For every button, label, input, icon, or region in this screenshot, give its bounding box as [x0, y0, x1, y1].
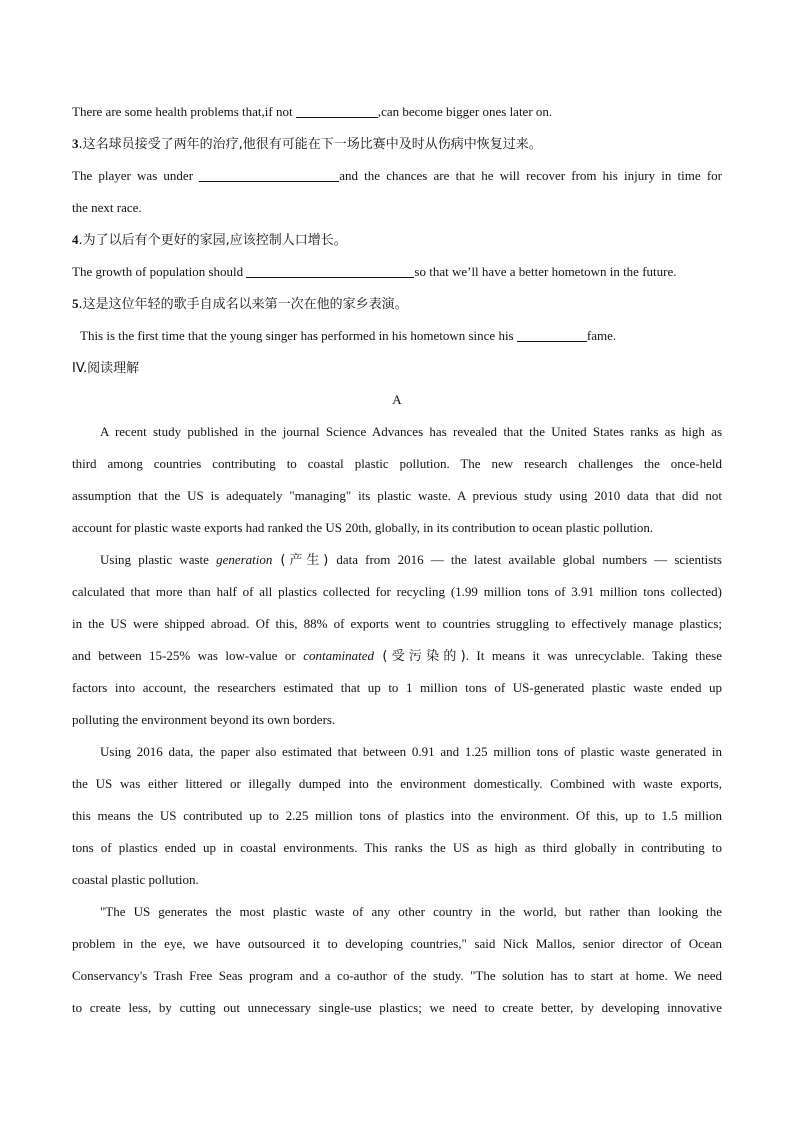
section-title-text: IV.阅读理解	[72, 361, 140, 376]
exercise-text: This is the first time that the young singer has performed in his hometown since his	[80, 328, 517, 343]
chinese-sentence: .这名球员接受了两年的治疗,他很有可能在下一场比赛中及时从伤病中恢复过来。	[78, 137, 542, 152]
document-page	[72, 96, 722, 1024]
paragraph-line: "The US generates the most plastic waste of any other country in the world, but rather than looking the	[100, 904, 722, 919]
paragraph-line: polluting the environment beyond its own borders.	[72, 712, 336, 727]
chinese-gloss: (产生)	[272, 553, 337, 568]
paragraph-2	[72, 544, 722, 736]
paragraph-line: factors into account, the researchers estimated that up to 1 million tons of US-generated plastic waste ended up	[72, 680, 722, 695]
paragraph-line: third among countries contributing to coastal plastic pollution. The new research challenges the once-held	[72, 456, 722, 471]
paragraph-line: account for plastic waste exports had ranked the US 20th, globally, in its contribution to ocean plastic pollution.	[72, 520, 654, 535]
passage-label-text: A	[392, 392, 402, 407]
paragraph-4	[72, 896, 722, 1024]
paragraph-line: Using 2016 data, the paper also estimated that between 0.91 and 1.25 million tons of plastic waste generated in	[100, 744, 722, 759]
exercise-text: ,can become bigger ones later on.	[377, 104, 553, 119]
exercise-line-1	[72, 96, 722, 128]
question-4-english	[72, 256, 722, 288]
question-3-english-cont	[72, 192, 722, 224]
question-5-english	[72, 320, 722, 352]
question-4-prompt	[72, 224, 722, 256]
paragraph-line: coastal plastic pollution.	[72, 872, 199, 887]
exercise-text: and the chances are that he will recover from his injury in time for	[339, 168, 722, 183]
paragraph-line: this means the US contributed up to 2.25 million tons of plastics into the environment. Of this, up to 1.5 million	[72, 808, 722, 823]
question-number: 3	[72, 136, 79, 151]
exercise-text: fame.	[586, 328, 617, 343]
paragraph-line: Conservancy's Trash Free Seas program and a co-author of the study. "The solution has to start at home. We need	[72, 968, 722, 983]
glossed-term: generation	[216, 552, 273, 567]
answer-blank[interactable]	[246, 264, 414, 278]
question-number: 4	[72, 232, 79, 247]
paragraph-text: and between 15-25% was low-value or	[72, 648, 304, 663]
chinese-sentence: .这是这位年轻的歌手自成名以来第一次在他的家乡表演。	[78, 297, 408, 312]
question-3-prompt	[72, 128, 722, 160]
exercise-text: The growth of population should	[72, 264, 247, 279]
exercise-text: There are some health problems that,if not	[72, 104, 296, 119]
question-5-prompt	[72, 288, 722, 320]
paragraph-text: data from 2016 — the latest available global numbers — scientists	[336, 552, 722, 567]
paragraph-line: to create less, by cutting out unnecessary single-use plastics; we need to create better, by developing innovative	[72, 1000, 722, 1015]
paragraph-line: A recent study published in the journal Science Advances has revealed that the United States ranks as high as	[100, 424, 722, 439]
chinese-sentence: .为了以后有个更好的家园,应该控制人口增长。	[78, 233, 347, 248]
question-number: 5	[72, 296, 79, 311]
section-title	[72, 352, 722, 384]
paragraph-line: calculated that more than half of all plastics collected for recycling (1.99 million tons of 3.91 million tons collected)	[72, 584, 722, 599]
paragraph-3	[72, 736, 722, 896]
paragraph-line: problem in the eye, we have outsourced it to developing countries," said Nick Mallos, senior director of Ocean	[72, 936, 722, 951]
answer-blank[interactable]	[296, 104, 378, 118]
passage-label	[72, 384, 722, 416]
paragraph-line	[72, 640, 722, 672]
paragraph-1	[72, 416, 722, 544]
glossed-term: contaminated	[303, 648, 374, 663]
paragraph-text: Using plastic waste	[100, 552, 217, 567]
paragraph-line: in the US were shipped abroad. Of this, 88% of exports went to countries struggling to effectively manage plastics;	[72, 616, 722, 631]
chinese-gloss: (受污染的)	[373, 649, 466, 664]
answer-blank[interactable]	[199, 168, 339, 182]
exercise-text: so that we’ll have a better hometown in the future.	[414, 264, 677, 279]
paragraph-line: assumption that the US is adequately "managing" its plastic waste. A previous study using 2010 data that did not	[72, 488, 722, 503]
question-3-english	[72, 160, 722, 192]
answer-blank[interactable]	[517, 328, 587, 342]
paragraph-line	[72, 544, 722, 576]
paragraph-line: tons of plastics ended up in coastal environments. This ranks the US as high as third globally in contributing to	[72, 840, 722, 855]
exercise-text: the next race.	[72, 200, 142, 215]
paragraph-text: . It means it was unrecyclable. Taking these	[465, 648, 722, 663]
exercise-text: The player was under	[72, 168, 200, 183]
paragraph-line: the US was either littered or illegally dumped into the environment domestically. Combined with waste exports,	[72, 776, 722, 791]
